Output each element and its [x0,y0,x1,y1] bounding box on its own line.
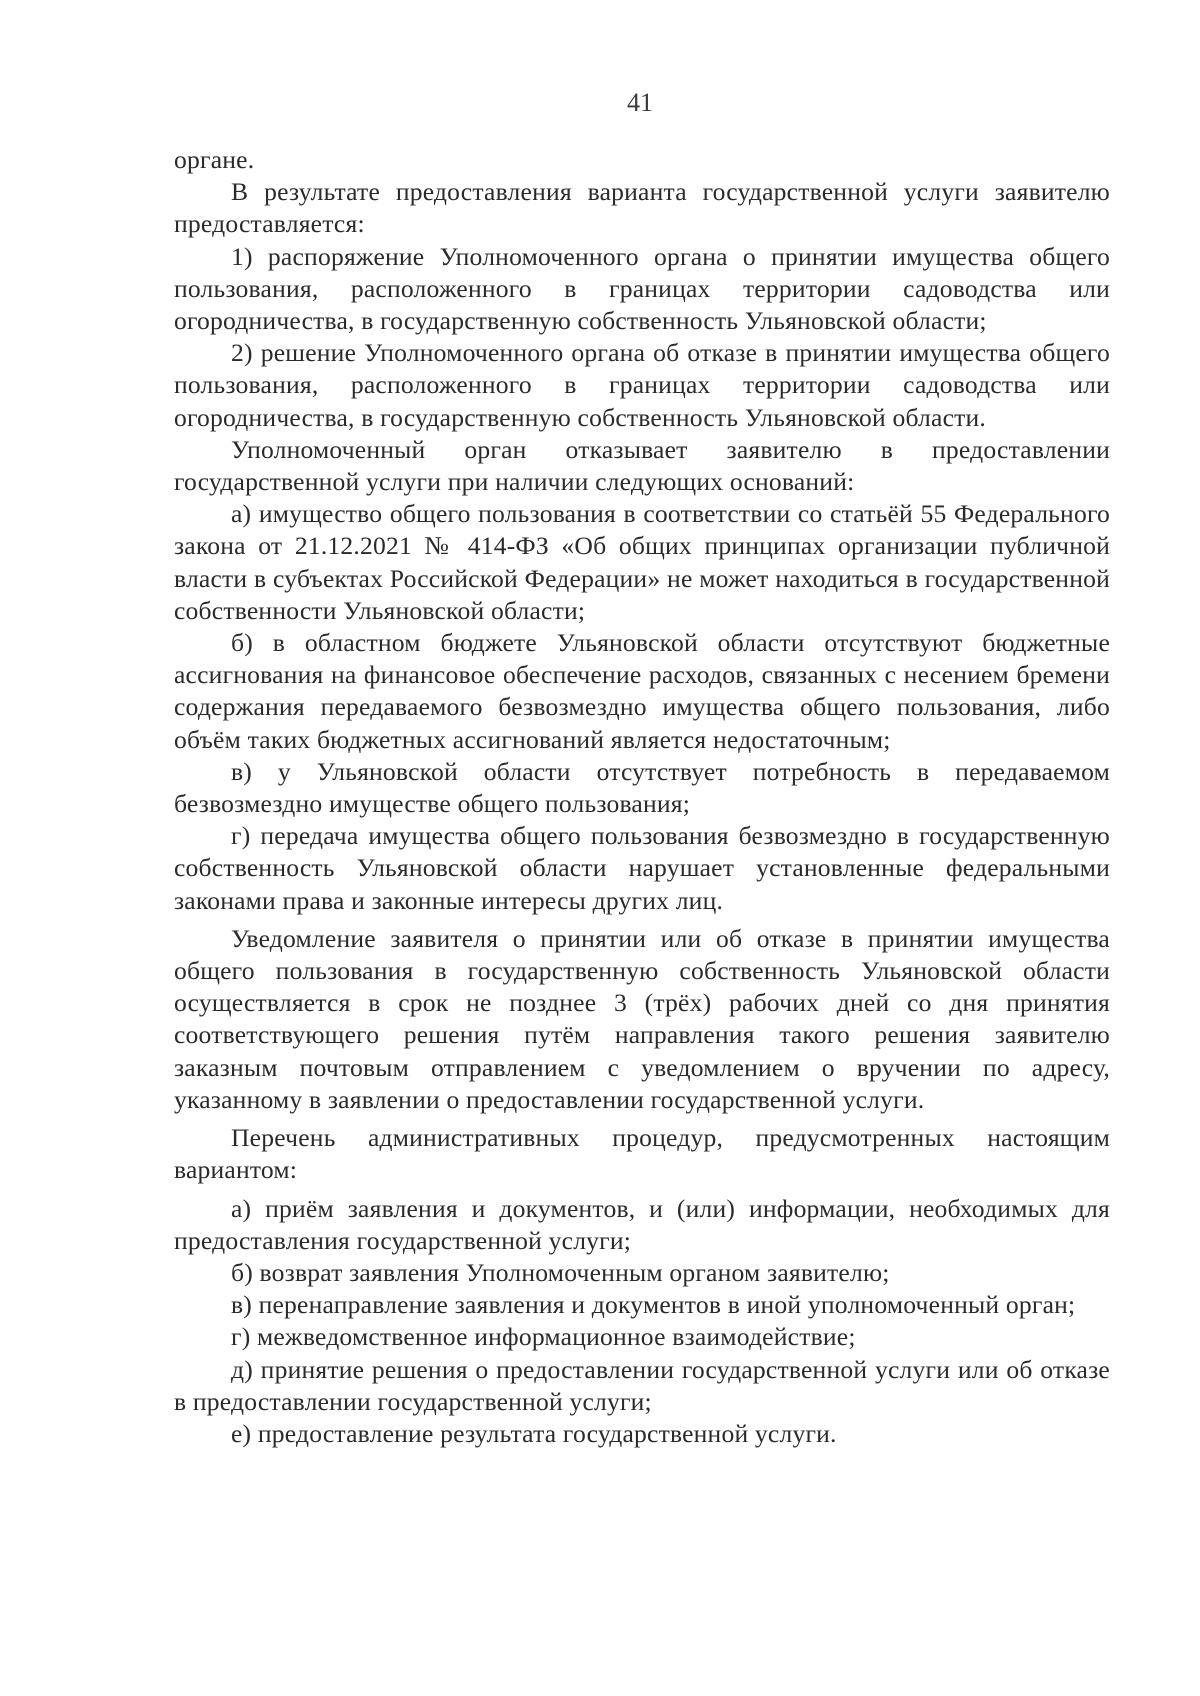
paragraph-refusal-item-a: а) имущество общего пользования в соответствии со статьёй 55 Федерального закона от 21.12.2021 № 414-ФЗ «Об общих принципах организации публичной власти в субъектах Российской Федерации» не может находиться в государственной собственности Ульяновской области; [174,499,1110,625]
paragraph-refusal-item-v: в) у Ульяновской области отсутствует потребность в передаваемом безвозмездно имуществе общего пользования; [174,756,1110,819]
paragraph-procedures-intro: Перечень административных процедур, предусмотренных настоящим вариантом: [174,1123,1110,1185]
paragraph-result-item-1: 1) распоряжение Уполномоченного органа о принятии имущества общего пользования, расположенного в границах территории садоводства или огородничества, в государственную собственность Ульяновской области; [174,241,1110,336]
page-number: 41 [627,88,653,117]
paragraph-procedure-a: а) приём заявления и документов, и (или) информации, необходимых для предоставления государственной услуги; [174,1193,1110,1255]
paragraph-notification: Уведомление заявителя о принятии или об отказе в принятии имущества общего пользования в государственную собственность Ульяновской области осуществляется в срок не позднее 3 (трёх) рабочих дней со дня принятия соответствующего решения путём направления такого решения заявителю заказным почтовым отправлением с уведомлением о вручении по адресу, указанному в заявлении о предоставлении государственной услуги. [174,923,1110,1114]
document-body [174,144,1110,1450]
paragraph-refusal-intro: Уполномоченный орган отказывает заявителю в предоставлении государственной услуги при наличии следующих оснований: [174,434,1110,497]
paragraph-procedure-v: в) перенаправление заявления и документов в иной уполномоченный орган; [231,1290,1076,1320]
paragraph-refusal-item-b: б) в областном бюджете Ульяновской области отсутствуют бюджетные ассигнования на финансовое обеспечение расходов, связанных с несением бремени содержания передаваемого безвозмездно имущества общего пользования, либо объём таких бюджетных ассигнований является недостаточным; [174,628,1110,754]
paragraph-result-intro: В результате предоставления варианта государственной услуги заявителю предоставляется: [174,177,1110,239]
paragraph-continuation: органе. [174,145,255,174]
paragraph-procedure-d: д) принятие решения о предоставлении государственной услуги или об отказе в предоставлении государственной услуги; [174,1354,1110,1416]
paragraph-procedure-e: е) предоставление результата государственной услуги. [231,1418,837,1448]
paragraph-refusal-item-g: г) передача имущества общего пользования безвозмездно в государственную собственность Ульяновской области нарушает установленные федеральными законами права и законные интересы других лиц. [174,821,1110,915]
paragraph-procedure-g: г) межведомственное информационное взаимодействие; [231,1322,856,1352]
paragraph-procedure-b: б) возврат заявления Уполномоченным органом заявителю; [231,1257,890,1287]
paragraph-result-item-2: 2) решение Уполномоченного органа об отказе в принятии имущества общего пользования, расположенного в границах территории садоводства или огородничества, в государственную собственность Ульяновской области. [174,338,1110,432]
